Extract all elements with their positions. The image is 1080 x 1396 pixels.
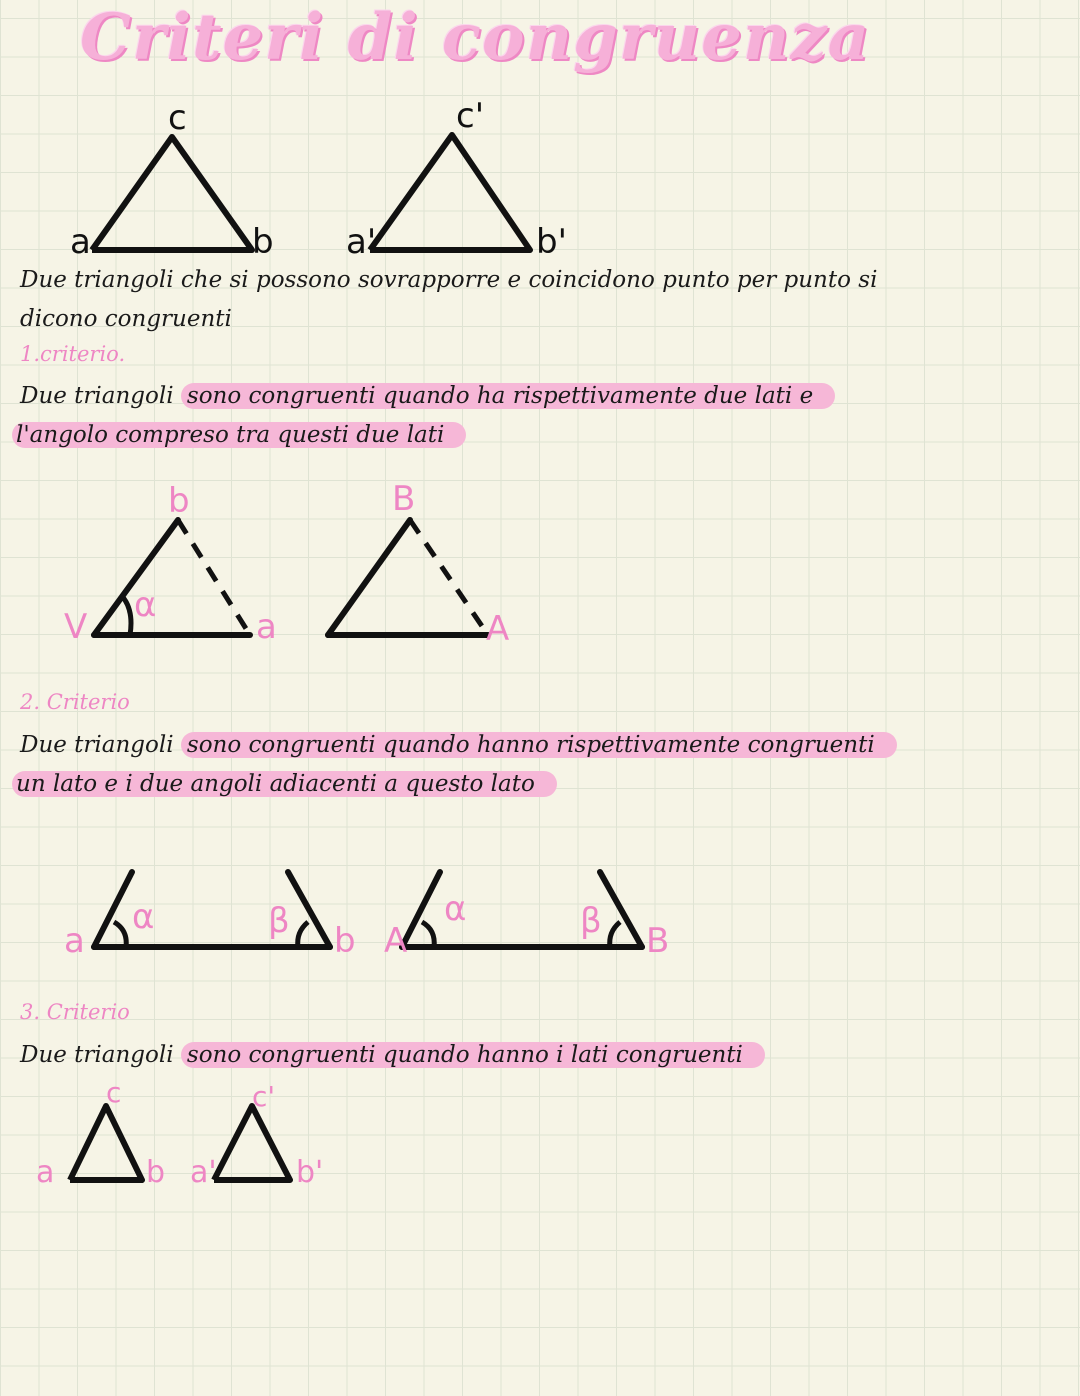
label-b: b xyxy=(146,1155,166,1190)
criterion-2-line-2 xyxy=(16,767,557,801)
angle-arc-v xyxy=(122,596,131,635)
label-b: b xyxy=(252,222,274,262)
triangle-abc xyxy=(92,137,252,250)
criterion-2-plain: Due triangoli xyxy=(20,732,181,758)
criterion-3-heading: 3. Criterio xyxy=(20,1000,130,1024)
criterion-2-figure xyxy=(60,860,700,960)
label-beta-2: β xyxy=(580,901,602,941)
page-title: Criteri di congruenza xyxy=(80,0,871,75)
label-a-prime: a' xyxy=(346,222,377,262)
label-b-prime: b' xyxy=(296,1155,324,1190)
label-c: c xyxy=(106,1076,122,1109)
criterion-1-line-1 xyxy=(20,379,835,413)
label-a-prime: a' xyxy=(190,1155,217,1190)
criterion-3-highlight-1: sono congruenti quando hanno i lati congruenti xyxy=(181,1042,765,1068)
label-alpha: α xyxy=(134,585,157,625)
label-c: c xyxy=(168,98,187,138)
triangle-a2b2c2 xyxy=(370,135,530,250)
label-a: a xyxy=(36,1155,55,1190)
label-B: B xyxy=(392,479,416,519)
criterion-3-plain: Due triangoli xyxy=(20,1042,181,1068)
criterion-3-line-1 xyxy=(20,1038,765,1072)
criterion-2-highlight-2: un lato e i due angoli adiacenti a questo lato xyxy=(12,771,557,797)
label-alpha-2: α xyxy=(444,889,467,929)
criterion-1-heading: 1.criterio. xyxy=(20,342,126,366)
label-c-prime: c' xyxy=(456,96,485,136)
label-a: a xyxy=(64,921,85,961)
criterion-1-highlight-2: l'angolo compreso tra questi due lati xyxy=(12,422,466,448)
criterion-2-heading: 2. Criterio xyxy=(20,690,130,714)
intro-line-2: dicono congruenti xyxy=(20,306,232,332)
label-b: b xyxy=(168,481,190,521)
intro-line-1: Due triangoli che si possono sovrapporre e coincidono punto per punto si xyxy=(20,267,878,293)
criterion-2-highlight-1: sono congruenti quando hanno rispettivamente congruenti xyxy=(181,732,897,758)
label-a: a xyxy=(70,222,91,262)
label-b: b xyxy=(334,921,356,961)
criterion-3-figure xyxy=(30,1070,350,1190)
criterion-2-line-1 xyxy=(20,728,897,762)
label-A: A xyxy=(384,921,408,961)
label-b-prime: b' xyxy=(536,222,567,262)
label-B: B xyxy=(646,921,670,961)
criterion-1-figure xyxy=(60,470,540,650)
label-beta: β xyxy=(268,901,290,941)
criterion-1-highlight-1: sono congruenti quando ha rispettivamente due lati e xyxy=(181,383,835,409)
label-c-prime: c' xyxy=(252,1080,276,1113)
label-a: a xyxy=(256,607,277,647)
intro-triangles-figure xyxy=(60,95,600,265)
criterion-1-line-2 xyxy=(16,418,466,452)
label-A: A xyxy=(486,609,510,649)
label-alpha: α xyxy=(132,897,155,937)
criterion-1-plain: Due triangoli xyxy=(20,383,181,409)
label-v: V xyxy=(64,607,88,647)
